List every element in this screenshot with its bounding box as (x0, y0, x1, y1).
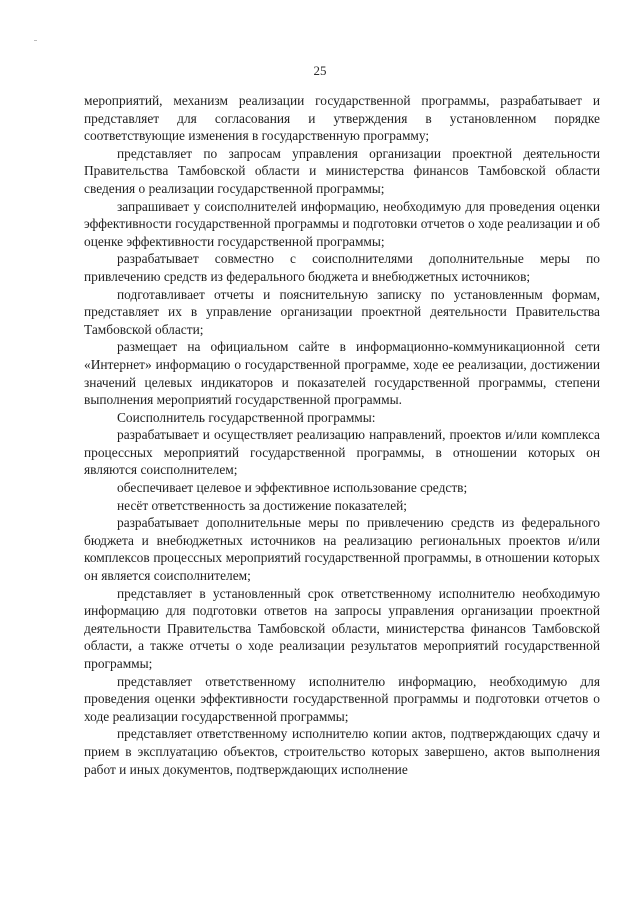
paragraph: представляет по запросам управления организации проектной деятельности Правительства Тамбовской области и министерства финансов Тамбовской области сведения о реализации государственной программы; (84, 145, 600, 196)
margin-mark (34, 40, 37, 41)
paragraph: размещает на официальном сайте в информационно-коммуникационной сети «Интернет» информацию о государственной программе, ходе ее реализации, достижении значений целевых индикаторов и показателей государственной программы, степени выполнения мероприятий государственной программы. (84, 339, 600, 408)
paragraph: подготавливает отчеты и пояснительную записку по установленным формам, представляет их в управление организации проектной деятельности Правительства Тамбовской области; (84, 286, 600, 337)
paragraph: разрабатывает совместно с соисполнителями дополнительные меры по привлечению средств из федерального бюджета и внебюджетных источников; (84, 251, 600, 284)
paragraph: представляет ответственному исполнителю копии актов, подтверждающих сдачу и прием в эксплуатацию объектов, строительство которых завершено, актов выполнения работ и иных документов, подтверждающих исполнение (84, 726, 600, 777)
paragraph: несёт ответственность за достижение показателей; (117, 497, 408, 513)
paragraph: представляет ответственному исполнителю информацию, необходимую для проведения оценки эффективности государственной программы и подготовки отчетов о ходе реализации государственной программы; (84, 673, 600, 724)
paragraph: разрабатывает и осуществляет реализацию направлений, проектов и/или комплекса процессных мероприятий государственной программы, в отношении которых он являются соисполнителем; (84, 427, 600, 478)
paragraph: представляет в установленный срок ответственному исполнителю необходимую информацию для подготовки ответов на запросы управления организации проектной деятельности Правительства Тамбовской области, министерства финансов Тамбовской области, а также отчеты о ходе реализации результатов мероприятий государственной программы; (84, 585, 600, 671)
paragraph: разрабатывает дополнительные меры по привлечению средств из федерального бюджета и внебюджетных источников на реализацию региональных проектов и/или комплексов процессных мероприятий государственной программы, в отношении которых он является соисполнителем; (84, 515, 600, 584)
page-number: 25 (313, 63, 327, 78)
paragraph: запрашивает у соисполнителей информацию, необходимую для проведения оценки эффективности государственной программы и подготовки отчетов о ходе реализации и об оценке эффективности государственной программы; (84, 198, 600, 249)
paragraph: Соисполнитель государственной программы: (117, 409, 376, 425)
paragraph: обеспечивает целевое и эффективное использование средств; (117, 480, 468, 496)
paragraph: мероприятий, механизм реализации государственной программы, разрабатывает и представляет для согласования и утверждения в установленном порядке соответствующие изменения в государственную программу; (84, 93, 600, 144)
body-text (84, 92, 600, 778)
